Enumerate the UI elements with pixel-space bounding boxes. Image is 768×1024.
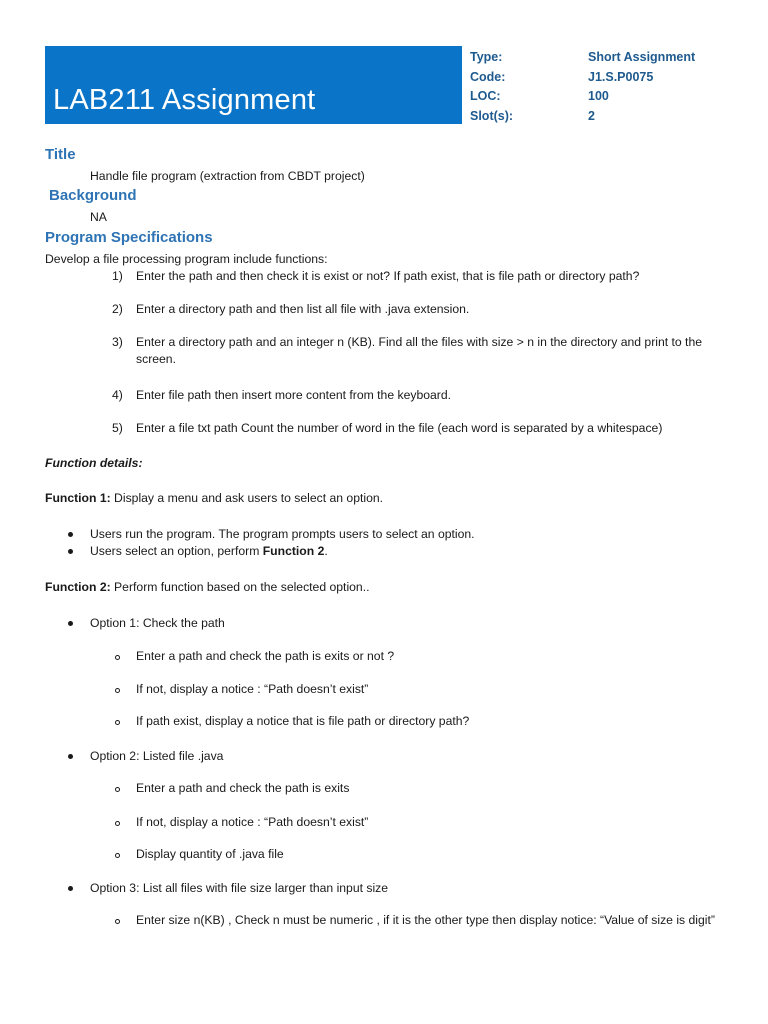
meta-key: LOC: xyxy=(470,89,501,103)
sub-bullet-icon xyxy=(115,787,120,792)
option-sub-item: Display quantity of .java file xyxy=(136,847,284,861)
sub-bullet-icon xyxy=(115,919,120,924)
function-2-text: Perform function based on the selected option.. xyxy=(110,580,370,594)
list-number: 2) xyxy=(112,302,123,316)
list-number: 4) xyxy=(112,388,123,402)
meta-row-slots xyxy=(470,107,730,127)
option-sub-item: If not, display a notice : “Path doesn’t exist” xyxy=(136,815,369,829)
sub-bullet-icon xyxy=(115,655,120,660)
spec-item: Enter a file txt path Count the number of word in the file (each word is separated by a whitespace) xyxy=(136,421,663,435)
meta-key: Type: xyxy=(470,50,503,64)
background-heading: Background xyxy=(49,187,137,204)
title-heading: Title xyxy=(45,146,76,163)
spec-item: Enter a directory path and then list all file with .java extension. xyxy=(136,302,470,316)
list-number: 3) xyxy=(112,335,123,349)
bullet-icon xyxy=(68,532,73,537)
option-sub-item: Enter size n(KB) , Check n must be numeric , if it is the other type then display notice: “Value of size is digit” xyxy=(136,913,715,927)
option-label: Option 2: Listed file .java xyxy=(90,749,224,763)
spec-item: Enter the path and then check it is exist or not? If path exist, that is file path or directory path? xyxy=(136,269,640,283)
option-label: Option 1: Check the path xyxy=(90,616,225,630)
background-text: NA xyxy=(90,210,107,224)
meta-value: 100 xyxy=(588,89,609,103)
bullet-prefix: Users select an option, perform xyxy=(90,544,263,558)
bullet-icon xyxy=(68,621,73,626)
bullet-suffix: . xyxy=(324,544,328,558)
function-2-line xyxy=(45,579,369,596)
sub-bullet-icon xyxy=(115,688,120,693)
meta-value: J1.S.P0075 xyxy=(588,69,654,84)
meta-row-type xyxy=(470,48,730,68)
option-sub-item: Enter a path and check the path is exits or not ? xyxy=(136,649,395,663)
bullet-icon xyxy=(68,549,73,554)
header-banner xyxy=(45,46,462,124)
function-details-heading: Function details: xyxy=(45,456,143,470)
function-1-bullet xyxy=(90,543,328,560)
spec-heading: Program Specifications xyxy=(45,229,213,246)
meta-key: Code: xyxy=(470,69,506,84)
sub-bullet-icon xyxy=(115,720,120,725)
assignment-meta xyxy=(470,48,730,126)
bullet-icon xyxy=(68,886,73,891)
function-1-line xyxy=(45,490,383,507)
bullet-bold: Function 2 xyxy=(262,544,325,558)
list-number: 1) xyxy=(112,269,123,283)
option-sub-item: Enter a path and check the path is exits xyxy=(136,781,350,795)
list-number: 5) xyxy=(112,421,123,435)
option-label: Option 3: List all files with file size larger than input size xyxy=(90,881,389,895)
meta-row-loc xyxy=(470,87,730,107)
bullet-icon xyxy=(68,754,73,759)
spec-item: Enter file path then insert more content from the keyboard. xyxy=(136,388,452,402)
function-1-text: Display a menu and ask users to select an option. xyxy=(110,491,384,505)
meta-row-code xyxy=(470,68,730,88)
option-sub-item: If path exist, display a notice that is file path or directory path? xyxy=(136,714,470,728)
function-1-bullet: Users run the program. The program prompts users to select an option. xyxy=(90,527,475,541)
sub-bullet-icon xyxy=(115,821,120,826)
option-sub-item: If not, display a notice : “Path doesn’t exist” xyxy=(136,682,369,696)
title-text: Handle file program (extraction from CBDT project) xyxy=(90,169,365,183)
meta-key: Slot(s): xyxy=(470,108,514,123)
meta-value: Short Assignment xyxy=(588,50,696,64)
spec-intro: Develop a file processing program include functions: xyxy=(45,252,328,266)
function-2-label: Function 2: xyxy=(45,580,111,594)
meta-value: 2 xyxy=(588,108,595,123)
function-1-label: Function 1: xyxy=(45,491,111,505)
sub-bullet-icon xyxy=(115,853,120,858)
document-title: LAB211 Assignment xyxy=(53,84,316,116)
spec-item: Enter a directory path and an integer n (KB). Find all the files with size > n in the directory and print to the screen. xyxy=(136,335,703,366)
